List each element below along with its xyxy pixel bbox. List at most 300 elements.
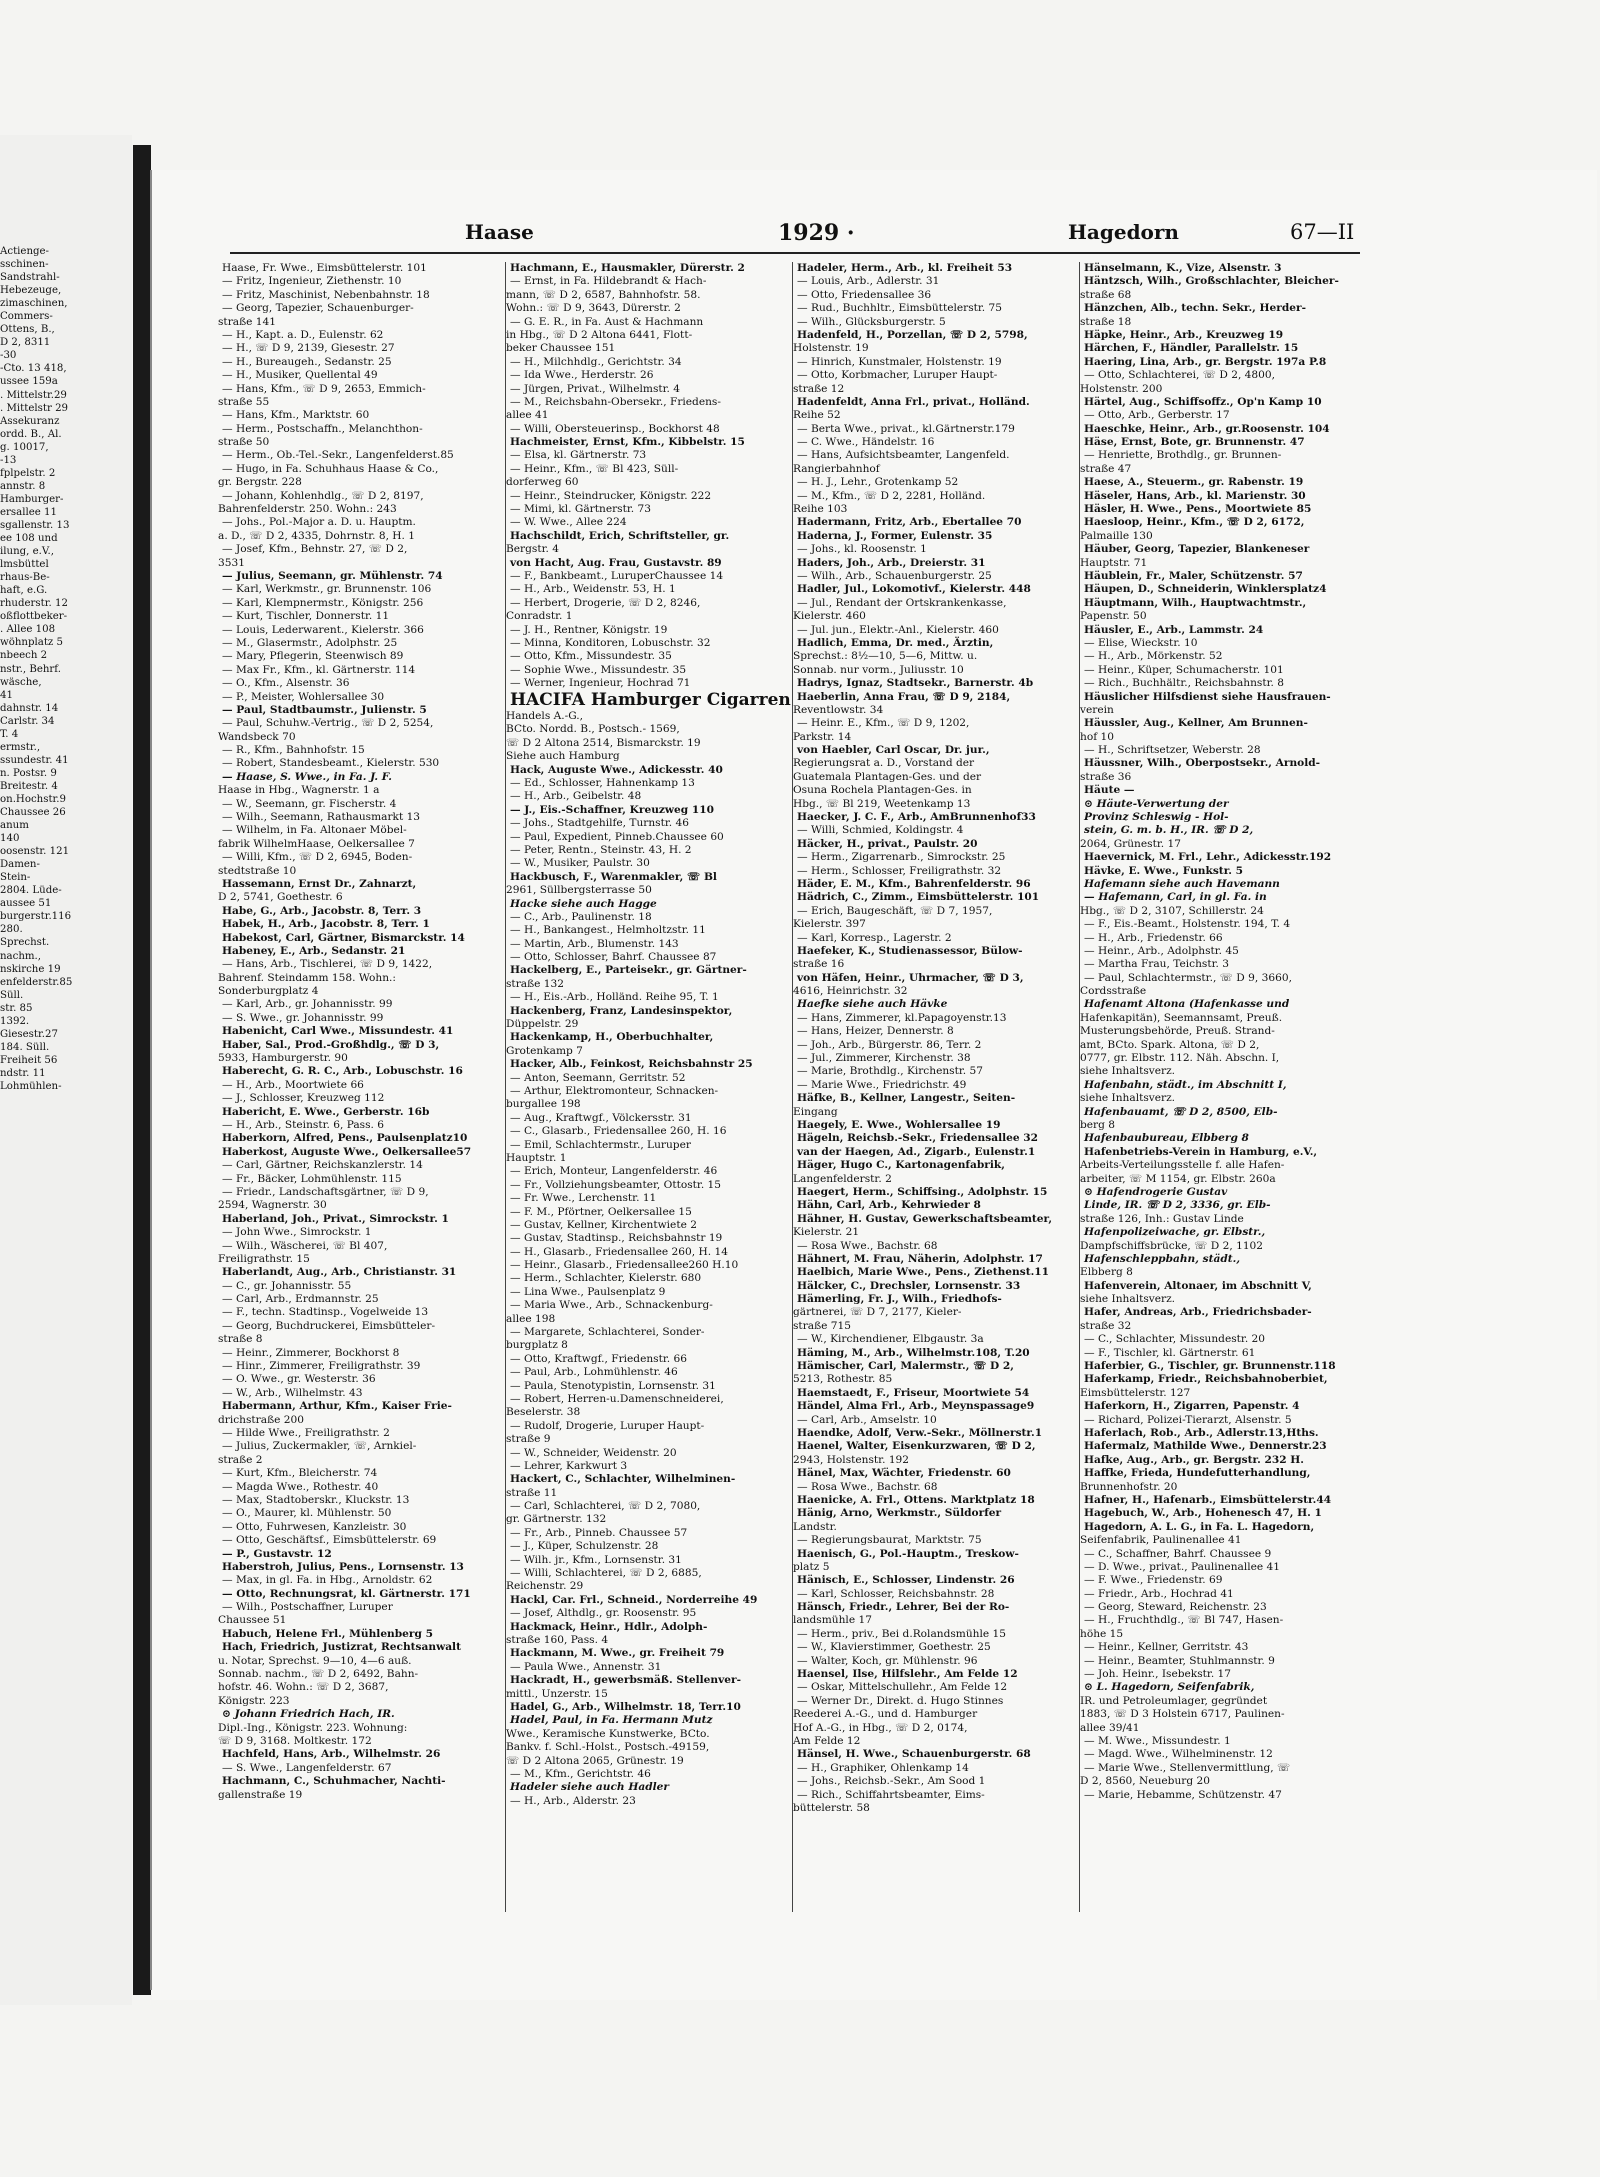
directory-entry: straße 32: [1080, 1319, 1132, 1332]
directory-entry: — Karl, Korresp., Lagerstr. 2: [797, 931, 952, 944]
page-number: 67—II: [1290, 220, 1355, 244]
left-page-fragment: nachm.,: [0, 950, 42, 962]
directory-entry: Hävke, E. Wwe., Funkstr. 5: [1084, 864, 1244, 877]
directory-entry: Häger, Hugo C., Kartonagenfabrik,: [797, 1159, 1005, 1172]
directory-entry: Häfke, B., Kellner, Langestr., Seiten-: [797, 1092, 1016, 1105]
directory-entry: — Lina Wwe., Paulsenplatz 9: [510, 1285, 666, 1298]
left-page-fragment: . Mittelstr.29: [0, 389, 67, 401]
directory-entry: — F. Wwe., Friedenstr. 69: [1084, 1574, 1223, 1587]
directory-entry: siehe Inhaltsverz.: [1080, 1293, 1176, 1306]
directory-entry: dorferweg 60: [506, 476, 579, 489]
left-page-fragment: Süll.: [0, 989, 24, 1001]
header-right-keyword: Hagedorn: [1068, 220, 1179, 244]
directory-entry: 1883, ☏ D 3 Holstein 6717, Paulinen-: [1080, 1708, 1285, 1721]
directory-entry: Hacke siehe auch Hagge: [510, 897, 657, 910]
left-page-fragment: T. 4: [0, 728, 19, 740]
directory-entry: platz 5: [793, 1560, 830, 1573]
left-page-fragment: fplpelstr. 2: [0, 467, 56, 479]
directory-entry: — Fritz, Maschinist, Nebenbahnstr. 18: [222, 288, 430, 301]
directory-entry: Bahrenf. Steindamm 158. Wohn.:: [218, 971, 396, 984]
left-page-fragment: . Allee 108: [0, 624, 56, 636]
directory-entry: Eimsbüttelerstr. 127: [1080, 1386, 1191, 1399]
directory-column-1: [218, 262, 502, 1802]
directory-entry: Hädrich, C., Zimm., Eimsbüttelerstr. 101: [797, 891, 1040, 904]
directory-entry: höhe 15: [1080, 1627, 1124, 1640]
directory-entry: Händel, Alma Frl., Arb., Meynspassage9: [797, 1400, 1035, 1413]
directory-entry: Hacker, Alb., Feinkost, Reichsbahnstr 25: [510, 1058, 753, 1071]
directory-entry: Häse, Ernst, Bote, gr. Brunnenstr. 47: [1084, 436, 1305, 449]
directory-entry: — Rich., Schiffahrtsbeamter, Eims-: [797, 1788, 985, 1801]
directory-entry: — J., Eis.-Schaffner, Kreuzweg 110: [510, 803, 714, 816]
directory-entry: Dipl.-Ing., Königstr. 223. Wohnung:: [218, 1721, 408, 1734]
directory-entry: — Gustav, Kellner, Kirchentwiete 2: [510, 1218, 697, 1231]
directory-entry: — Ernst, in Fa. Hildebrandt & Hach-: [510, 275, 707, 288]
directory-entry: Hachmann, C., Schuhmacher, Nachti-: [222, 1775, 446, 1788]
directory-entry: — Rosa Wwe., Bachstr. 68: [797, 1480, 938, 1493]
directory-entry: van der Haegen, Ad., Zigarb., Eulenstr.1: [797, 1145, 1036, 1158]
directory-entry: Hafenverein, Altonaer, im Abschnitt V,: [1084, 1279, 1312, 1292]
directory-entry: — Willi, Obersteuerinsp., Bockhorst 48: [510, 422, 720, 435]
directory-entry: — Paul, Schlachtermstr., ☏ D 9, 3660,: [1084, 971, 1292, 984]
directory-entry: Habermann, Arthur, Kfm., Kaiser Frie-: [222, 1400, 452, 1413]
directory-entry: — Heinr., Kellner, Gerritstr. 43: [1084, 1641, 1249, 1654]
directory-entry: Haeschke, Heinr., Arb., gr.Roosenstr. 104: [1084, 422, 1330, 435]
directory-entry: — Heinr., Arb., Adolphstr. 45: [1084, 944, 1239, 957]
directory-entry: Hänsch, Friedr., Lehrer, Bei der Ro-: [797, 1601, 1010, 1614]
left-page-fragment: ordd. B., Al.: [0, 428, 62, 440]
directory-entry: Hackbusch, F., Warenmakler, ☏ Bl: [510, 870, 717, 883]
directory-entry: straße 715: [793, 1319, 852, 1332]
directory-entry: 4616, Heinrichstr. 32: [793, 985, 908, 998]
directory-entry: 5933, Hamburgerstr. 90: [218, 1052, 348, 1065]
left-page-fragment: g. 10017,: [0, 441, 49, 453]
directory-entry: — C., Schlachter, Missundestr. 20: [1084, 1333, 1266, 1346]
left-page-fragment: 2804. Lüde-: [0, 885, 62, 897]
left-page-fragment: Hebezeuge,: [0, 285, 62, 297]
directory-entry: — H., Musiker, Quellental 49: [222, 369, 378, 382]
directory-entry: straße 160, Pass. 4: [506, 1634, 609, 1646]
left-page-fragment: 140: [0, 833, 20, 845]
directory-entry: — Elsa, kl. Gärtnerstr. 73: [510, 449, 647, 462]
directory-entry: — Herbert, Drogerie, ☏ D 2, 8246,: [510, 596, 701, 609]
directory-entry: — Robert, Standesbeamt., Kielerstr. 530: [222, 757, 440, 770]
directory-entry: — Robert, Herren-u.Damenschneiderei,: [510, 1392, 724, 1405]
directory-entry: Hafenkapitän), Seemannsamt, Preuß.: [1080, 1011, 1283, 1024]
directory-entry: — Kurt, Tischler, Donnerstr. 11: [222, 610, 390, 623]
directory-entry: Hach, Friedrich, Justizrat, Rechtsanwalt: [222, 1641, 461, 1654]
directory-entry: Härtel, Aug., Schiffsoffz., Op'n Kamp 10: [1084, 395, 1322, 408]
directory-entry: Hassemann, Ernst Dr., Zahnarzt,: [222, 877, 417, 890]
directory-entry: — Louis, Arb., Adlerstr. 31: [797, 275, 940, 288]
left-page-fragment: Assekuranz: [0, 415, 60, 427]
directory-entry: — Paul, Stadtbaumstr., Julienstr. 5: [222, 703, 427, 716]
left-page-fragment: Sandstrahl-: [0, 272, 60, 284]
directory-entry: — Paula, Stenotypistin, Lornsenstr. 31: [510, 1379, 716, 1392]
directory-entry: — Aug., Kraftwgf., Völckersstr. 31: [510, 1111, 692, 1124]
directory-entry: — Richard, Polizei-Tierarzt, Alsenstr. 5: [1084, 1413, 1292, 1426]
directory-entry: — W., Klavierstimmer, Goethestr. 25: [797, 1641, 991, 1654]
left-page-fragment: ilung, e.V.,: [0, 546, 54, 558]
directory-entry: Haberlandt, Aug., Arb., Christianstr. 31: [222, 1266, 457, 1279]
directory-entry: — O., Maurer, kl. Mühlenstr. 50: [222, 1507, 392, 1520]
directory-entry: burgplatz 8: [506, 1339, 568, 1352]
left-page-fragment: Stein-: [0, 872, 31, 884]
directory-entry: Hadrys, Ignaz, Stadtsekr., Barnerstr. 4b: [797, 677, 1034, 690]
directory-entry: Haensel, Ilse, Hilfslehr., Am Felde 12: [797, 1668, 1018, 1681]
directory-entry: a. D., ☏ D 2, 4335, Dohrnstr. 8, H. 1: [218, 529, 416, 542]
left-page-fragment: Freiheit 56: [0, 1054, 58, 1066]
page-header: [0, 220, 1600, 250]
directory-entry: — Otto, Geschäftsf., Eimsbüttelerstr. 69: [222, 1534, 437, 1547]
left-page-fragment: D 2, 8311: [0, 337, 51, 349]
directory-entry: — Willi, Kfm., ☏ D 2, 6945, Boden-: [222, 851, 413, 864]
directory-entry: — Elise, Wieckstr. 10: [1084, 636, 1198, 649]
directory-entry: D 2, 8560, Neueburg 20: [1080, 1775, 1210, 1788]
header-left-keyword: Haase: [465, 220, 534, 244]
directory-entry: — H., Arb., Moortwiete 66: [222, 1078, 364, 1091]
directory-entry: — H., Arb., Geibelstr. 48: [510, 790, 642, 803]
directory-entry: Reichenstr. 29: [506, 1580, 584, 1593]
directory-entry: — C., Schaffner, Bahrf. Chaussee 9: [1084, 1547, 1272, 1560]
directory-entry: — Wilh., Postschaffner, Luruper: [222, 1601, 393, 1614]
directory-entry: — Hilde Wwe., Freiligrathstr. 2: [222, 1426, 390, 1439]
directory-entry: — Otto, Rechnungsrat, kl. Gärtnerstr. 171: [222, 1587, 471, 1600]
left-page-fragment: ussee 159a: [0, 376, 58, 388]
directory-entry: — Julius, Seemann, gr. Mühlenstr. 74: [222, 569, 443, 582]
left-page-fragment: Damen-: [0, 859, 40, 871]
directory-entry: — Marie Wwe., Stellenvermittlung, ☏: [1084, 1761, 1291, 1774]
directory-entry: von Haebler, Carl Oscar, Dr. jur.,: [797, 744, 990, 757]
directory-entry: — Joh., Arb., Bürgerstr. 86, Terr. 2: [797, 1038, 982, 1051]
directory-entry: Häupen, D., Schneiderin, Winklersplatz4: [1084, 583, 1327, 596]
left-page-fragment: burgerstr.116: [0, 911, 72, 923]
directory-entry: Häuptmann, Wilh., Hauptwachtmstr.,: [1084, 596, 1307, 609]
directory-entry: Hadenfeld, H., Porzellan, ☏ D 2, 5798,: [797, 328, 1028, 341]
directory-entry: — M., Glasermstr., Adolphstr. 25: [222, 636, 398, 649]
directory-entry: Häpke, Heinr., Arb., Kreuzweg 19: [1084, 328, 1284, 341]
directory-entry: — Johann, Kohlenhdlg., ☏ D 2, 8197,: [222, 489, 424, 502]
directory-entry: Elbberg 8: [1080, 1266, 1133, 1279]
directory-entry: — Peter, Rentn., Steinstr. 43, H. 2: [510, 843, 692, 856]
directory-entry: — H., Bureaugeh., Sedanstr. 25: [222, 355, 392, 368]
directory-entry: 2943, Holstenstr. 192: [793, 1453, 910, 1466]
directory-entry: — Jul., Zimmerer, Kirchenstr. 38: [797, 1052, 971, 1065]
directory-entry: — Otto, Arb., Gerberstr. 17: [1084, 409, 1230, 422]
directory-entry: — Erich, Baugeschäft, ☏ D 7, 1957,: [797, 904, 993, 917]
left-page-fragment: Giesestr.27: [0, 1028, 58, 1040]
directory-entry: Häussler, Aug., Kellner, Am Brunnen-: [1084, 717, 1308, 730]
directory-entry: — Rosa Wwe., Bachstr. 68: [797, 1239, 938, 1252]
directory-entry: — Johs., kl. Roosenstr. 1: [797, 543, 927, 556]
directory-entry: Hägeln, Reichsb.-Sekr., Friedensallee 32: [797, 1132, 1039, 1145]
directory-entry: — Hinrich, Kunstmaler, Holstenstr. 19: [797, 355, 1002, 368]
left-page-fragment: Hamburger-: [0, 493, 64, 505]
directory-entry: — H., Arb., Weidenstr. 53, H. 1: [510, 583, 676, 596]
left-page-margin: [0, 135, 132, 2005]
directory-entry: — H., Bankangest., Helmholtzstr. 11: [510, 924, 706, 937]
directory-entry: Haferlach, Rob., Arb., Adlerstr.13,Hths.: [1084, 1426, 1319, 1439]
directory-entry: — Rud., Buchhltr., Eimsbüttelerstr. 75: [797, 302, 1002, 315]
directory-entry: Haese, A., Steuerm., gr. Rabenstr. 19: [1084, 476, 1304, 489]
directory-entry: Hänel, Max, Wächter, Friedenstr. 60: [797, 1467, 1011, 1480]
directory-entry: Haderna, J., Former, Eulenstr. 35: [797, 529, 993, 542]
directory-entry: — Ed., Schlosser, Hahnenkamp 13: [510, 777, 695, 789]
directory-entry: straße 68: [1080, 288, 1132, 301]
directory-entry: gr. Bergstr. 228: [218, 476, 302, 489]
directory-entry: Häussner, Wilh., Oberpostsekr., Arnold-: [1084, 757, 1321, 770]
directory-entry: Haber, Sal., Prod.-Großhdlg., ☏ D 3,: [222, 1038, 440, 1051]
directory-entry: verein: [1080, 703, 1114, 716]
directory-entry: — Georg, Steward, Reichenstr. 23: [1084, 1601, 1267, 1614]
directory-entry: — Jul. jun., Elektr.-Anl., Kielerstr. 460: [797, 623, 999, 636]
directory-entry: — P., Meister, Wohlersallee 30: [222, 690, 385, 703]
directory-entry: Handels A.-G.,: [506, 710, 584, 723]
directory-entry: Freiligrathstr. 15: [218, 1252, 310, 1265]
header-rule: [230, 252, 1360, 254]
directory-entry: Habek, H., Arb., Jacobstr. 8, Terr. 1: [222, 918, 430, 931]
directory-entry: Chaussee 51: [218, 1614, 287, 1627]
left-page-fragment: Ottens, B.,: [0, 324, 55, 336]
directory-entry: Papenstr. 50: [1080, 610, 1147, 623]
directory-entry: Am Felde 12: [793, 1734, 861, 1747]
directory-entry: Häuber, Georg, Tapezier, Blankeneser: [1084, 543, 1310, 556]
directory-entry: — Otto, Schlosser, Bahrf. Chaussee 87: [510, 951, 717, 964]
directory-entry: landsmühle 17: [793, 1614, 872, 1627]
directory-entry: Haegert, Herm., Schiffsing., Adolphstr. 15: [797, 1185, 1048, 1198]
directory-entry: — Herm., Schlosser, Freiligrathstr. 32: [797, 864, 1002, 877]
directory-entry: straße 2: [218, 1453, 263, 1466]
directory-entry: Häuslicher Hilfsdienst siehe Hausfrauen-: [1084, 690, 1331, 703]
directory-entry: Hänzchen, Alb., techn. Sekr., Herder-: [1084, 302, 1307, 315]
directory-entry: Dampfschiffsbrücke, ☏ D 2, 1102: [1080, 1239, 1264, 1252]
directory-entry: Bergstr. 4: [506, 543, 559, 556]
directory-entry: — H., Arb., Friedenstr. 66: [1084, 931, 1223, 944]
directory-entry: Hauptstr. 71: [1080, 556, 1148, 569]
directory-entry: — C., Glasarb., Friedensallee 260, H. 16: [510, 1125, 727, 1138]
directory-entry: ☏ D 2 Altona 2065, Grünestr. 19: [506, 1754, 684, 1767]
directory-entry: Haberecht, G. R. C., Arb., Lobuschstr. 16: [222, 1065, 463, 1078]
left-page-fragment: ermstr.,: [0, 741, 41, 753]
directory-entry: Hadeler, Herm., Arb., kl. Freiheit 53: [797, 262, 1013, 274]
directory-entry: — W., Musiker, Paulstr. 30: [510, 857, 650, 870]
directory-entry: — Max, Stadtoberskr., Kluckstr. 13: [222, 1493, 410, 1506]
directory-entry: Habekost, Carl, Gärtner, Bismarckstr. 14: [222, 931, 465, 944]
directory-column-2: [506, 262, 791, 1808]
directory-entry: Hack, Auguste Wwe., Adickesstr. 40: [510, 763, 723, 776]
left-page-fragment: rhuderstr. 12: [0, 598, 68, 610]
directory-entry: Seifenfabrik, Paulinenallee 41: [1080, 1534, 1242, 1547]
directory-entry: ⊙ L. Hagedorn, Seifenfabrik,: [1084, 1681, 1255, 1694]
directory-entry: Eingang: [793, 1105, 838, 1118]
directory-entry: Sonnab. nur vorm., Juliusstr. 10: [793, 663, 964, 676]
directory-entry: Linde, IR. ☏ D 2, 3336, gr. Elb-: [1084, 1199, 1271, 1212]
directory-entry: Hähn, Carl, Arb., Kehrwieder 8: [797, 1199, 981, 1212]
directory-entry: gärtnerei, ☏ D 7, 2177, Kieler-: [793, 1306, 962, 1319]
directory-entry: — H., Arb., Alderstr. 23: [510, 1794, 636, 1807]
directory-entry: Hackert, C., Schlachter, Wilhelminen-: [510, 1473, 736, 1486]
directory-entry: mann, ☏ D 2, 6587, Bahnhofstr. 58.: [506, 288, 701, 301]
directory-entry: — Wilh. jr., Kfm., Lornsenstr. 31: [510, 1553, 682, 1566]
directory-entry: hofstr. 46. Wohn.: ☏ D 2, 3687,: [218, 1681, 389, 1694]
directory-entry: — Willi, Schmied, Koldingstr. 4: [797, 824, 964, 837]
directory-entry: — Hinr., Zimmerer, Freiligrathstr. 39: [222, 1360, 421, 1373]
directory-entry: beker Chaussee 151: [506, 342, 616, 355]
directory-entry: Habericht, E. Wwe., Gerberstr. 16b: [222, 1105, 430, 1118]
directory-entry: Provinz Schleswig - Hol-: [1084, 811, 1229, 824]
directory-entry: straße 12: [793, 382, 845, 395]
directory-entry: straße 18: [1080, 315, 1132, 328]
directory-entry: Guatemala Plantagen-Ges. und der: [793, 770, 982, 783]
directory-entry: Hänig, Arno, Werkmstr., Süldorfer: [797, 1507, 1002, 1520]
directory-entry: — Hans, Arb., Tischlerei, ☏ D 9, 1422,: [222, 958, 433, 971]
directory-entry: — Kurt, Kfm., Bleicherstr. 74: [222, 1467, 378, 1480]
directory-entry: — Heinr. E., Kfm., ☏ D 9, 1202,: [797, 717, 970, 730]
directory-entry: Hbg., ☏ Bl 219, Weetenkamp 13: [793, 797, 971, 810]
header-year: 1929 ·: [778, 220, 855, 246]
directory-entry: Hänsel, H. Wwe., Schauenburgerstr. 68: [797, 1748, 1031, 1761]
directory-entry: Wohn.: ☏ D 9, 3643, Dürerstr. 2: [506, 302, 681, 315]
directory-entry: siehe Inhaltsverz.: [1080, 1065, 1176, 1078]
directory-entry: Haecker, J. C. F., Arb., AmBrunnenhof33: [797, 811, 1036, 824]
directory-entry: — M., Reichsbahn-Obersekr., Friedens-: [510, 395, 721, 408]
directory-entry: — Fritz, Ingenieur, Ziethenstr. 10: [222, 275, 402, 288]
directory-entry: — Rudolf, Drogerie, Luruper Haupt-: [510, 1419, 705, 1432]
directory-entry: — Oskar, Mittelschullehr., Am Felde 12: [797, 1681, 1008, 1694]
left-page-fragment: -13: [0, 454, 17, 466]
directory-entry: — Minna, Konditoren, Lobuschstr. 32: [510, 636, 711, 649]
directory-entry: — Karl, Schlosser, Reichsbahnstr. 28: [797, 1587, 995, 1600]
directory-entry: amt, BCto. Spark. Altona, ☏ D 2,: [1080, 1038, 1260, 1051]
left-page-fragment: on.Hochstr.9: [0, 793, 67, 805]
directory-entry: — Carl, Arb., Erdmannstr. 25: [222, 1293, 379, 1306]
directory-entry: Haenel, Walter, Eisenkurzwaren, ☏ D 2,: [797, 1440, 1036, 1453]
directory-entry: — Mary, Pflegerin, Steenwisch 89: [222, 650, 404, 663]
directory-entry: — F., Tischler, kl. Gärtnerstr. 61: [1084, 1346, 1256, 1359]
column-divider: [1079, 262, 1080, 1912]
directory-entry: — F., Bankbeamt., LuruperChaussee 14: [510, 569, 724, 582]
directory-entry: — Johs., Pol.-Major a. D. u. Hauptm.: [222, 516, 416, 529]
directory-entry: von Hacht, Aug. Frau, Gustavstr. 89: [510, 556, 722, 569]
directory-entry: Sprechst.: 8½—10, 5—6, Mittw. u.: [793, 650, 978, 663]
directory-entry: Hadlich, Emma, Dr. med., Ärztin,: [797, 636, 994, 649]
directory-entry: — C., Arb., Paulinenstr. 18: [510, 910, 652, 923]
directory-entry: — H., Graphiker, Ohlenkamp 14: [797, 1761, 969, 1774]
directory-entry: Haenisch, G., Pol.-Hauptm., Treskow-: [797, 1547, 1019, 1560]
directory-entry: allee 41: [506, 409, 549, 422]
directory-entry: — Werner, Ingenieur, Hochrad 71: [510, 677, 691, 690]
directory-entry: — Marie, Brothdlg., Kirchenstr. 57: [797, 1065, 983, 1078]
directory-entry: berg 8: [1080, 1119, 1116, 1131]
directory-entry: IR. und Petroleumlager, gegründet: [1080, 1694, 1268, 1707]
directory-entry: — P., Gustavstr. 12: [222, 1547, 332, 1560]
directory-entry: — R., Kfm., Bahnhofstr. 15: [222, 744, 365, 757]
directory-entry: — W., Seemann, gr. Fischerstr. 4: [222, 797, 397, 810]
directory-entry: — Erich, Monteur, Langenfelderstr. 46: [510, 1165, 718, 1178]
directory-entry: — Hans, Kfm., ☏ D 9, 2653, Emmich-: [222, 382, 426, 395]
directory-entry: Hbg., ☏ D 2, 3107, Schillerstr. 24: [1080, 904, 1264, 917]
directory-entry: Hackenkamp, H., Oberbuchhalter,: [510, 1031, 714, 1044]
directory-entry: straße 126, Inh.: Gustav Linde: [1080, 1212, 1244, 1225]
directory-entry: Häusler, E., Arb., Lammstr. 24: [1084, 623, 1264, 636]
directory-entry: ☏ D 2 Altona 2514, Bismarckstr. 19: [506, 736, 701, 749]
directory-entry: straße 11: [506, 1486, 558, 1499]
directory-entry: — Hafemann, Carl, in gl. Fa. in: [1084, 891, 1267, 904]
directory-column-4: [1080, 262, 1364, 1802]
left-page-fragment: oßflottbeker-: [0, 611, 68, 623]
directory-entry: Haendke, Adolf, Verw.-Sekr., Möllnerstr.1: [797, 1426, 1043, 1439]
directory-entry: — Otto, Kfm., Missundestr. 35: [510, 650, 672, 663]
directory-entry: Arbeits-Verteilungsstelle f. alle Hafen-: [1080, 1159, 1285, 1172]
directory-entry: Palmaille 130: [1080, 529, 1153, 542]
directory-entry: — Georg, Tapezier, Schauenburger-: [222, 302, 414, 315]
directory-entry: Hafenpolizeiwache, gr. Elbstr.,: [1084, 1226, 1266, 1239]
directory-entry: — H., Arb., Steinstr. 6, Pass. 6: [222, 1119, 385, 1131]
directory-entry: — H., Eis.-Arb., Holländ. Reihe 95, T. 1: [510, 991, 719, 1004]
directory-entry: siehe Inhaltsverz.: [1080, 1092, 1176, 1105]
directory-entry: Hälcker, C., Drechsler, Lornsenstr. 33: [797, 1279, 1021, 1292]
directory-entry: Sonderburgplatz 4: [218, 985, 319, 998]
directory-entry: — Fr., Vollziehungsbeamter, Ottostr. 15: [510, 1178, 722, 1191]
directory-entry: 3531: [218, 556, 245, 569]
directory-entry: Düppelstr. 29: [506, 1018, 579, 1031]
left-page-fragment: Chaussee 26: [0, 807, 66, 819]
directory-entry: — S. Wwe., Langenfelderstr. 67: [222, 1761, 392, 1774]
directory-entry: Hafner, H., Hafenarb., Eimsbüttelerstr.44: [1084, 1493, 1332, 1506]
directory-entry: — Lehrer, Karkwurt 3: [510, 1459, 628, 1472]
directory-entry: — W., Kirchendiener, Elbgaustr. 3a: [797, 1333, 984, 1346]
directory-entry: — Anton, Seemann, Gerritstr. 52: [510, 1071, 686, 1084]
directory-entry: straße 55: [218, 395, 270, 408]
directory-entry: Hauptstr. 1: [506, 1151, 567, 1164]
directory-entry: Hackenberg, Franz, Landesinspektor,: [510, 1004, 733, 1017]
directory-entry: Haenicke, A. Frl., Ottens. Marktplatz 18: [797, 1493, 1035, 1506]
directory-entry: — Josef, Kfm., Behnstr. 27, ☏ D 2,: [222, 543, 408, 556]
directory-entry: Bankv. f. Schl.-Holst., Postsch.-49159,: [506, 1741, 710, 1754]
directory-entry: — Paul, Schuhw.-Vertrig., ☏ D 2, 5254,: [222, 717, 434, 730]
directory-entry: — Herm., Ob.-Tel.-Sekr., Langenfelderst.85: [222, 449, 454, 462]
directory-entry: Haevernick, M. Frl., Lehr., Adickesstr.192: [1084, 851, 1332, 864]
directory-entry: — Heinr., Küper, Schumacherstr. 101: [1084, 663, 1284, 676]
directory-entry: Hof A.-G., in Hbg., ☏ D 2, 0174,: [793, 1721, 968, 1734]
directory-entry: Brunnenhofstr. 20: [1080, 1480, 1178, 1493]
directory-entry: Hähner, H. Gustav, Gewerkschaftsbeamter,: [797, 1212, 1053, 1225]
directory-entry: Conradstr. 1: [506, 610, 573, 623]
directory-entry: — Paul, Arb., Lohmühlenstr. 46: [510, 1366, 678, 1379]
directory-entry: Langenfelderstr. 2: [793, 1172, 892, 1185]
directory-entry: Hafenbauamt, ☏ D 2, 8500, Elb-: [1084, 1105, 1278, 1118]
directory-entry: ⊙ Häute-Verwertung der: [1084, 797, 1229, 810]
directory-entry: 0777, gr. Elbstr. 112. Näh. Abschn. I,: [1080, 1052, 1280, 1065]
left-page-fragment: 280.: [0, 924, 23, 936]
directory-entry: Hadler, Jul., Lokomotivf., Kielerstr. 448: [797, 583, 1031, 596]
directory-entry: gallenstraße 19: [218, 1788, 303, 1801]
directory-entry: — H., Milchhdlg., Gerichtstr. 34: [510, 355, 682, 368]
directory-entry: Hachmeister, Ernst, Kfm., Kibbelstr. 15: [510, 436, 745, 449]
directory-entry: Sonnab. nachm., ☏ D 2, 6492, Bahn-: [218, 1668, 419, 1681]
directory-entry: — Otto, Fuhrwesen, Kanzleistr. 30: [222, 1520, 407, 1533]
directory-entry: Parkstr. 14: [793, 730, 852, 743]
directory-entry: Hämerling, Fr. J., Wilh., Friedhofs-: [797, 1293, 1002, 1306]
directory-entry: Hafer, Andreas, Arb., Friedrichsbader-: [1084, 1306, 1312, 1319]
left-page-fragment: anum: [0, 820, 29, 832]
directory-entry: — Georg, Buchdruckerei, Eimsbütteler-: [222, 1319, 436, 1332]
directory-entry: — Wilh., Wäscherei, ☏ Bl 407,: [222, 1239, 388, 1252]
directory-entry: Holstenstr. 200: [1080, 382, 1163, 395]
left-page-fragment: Carlstr. 34: [0, 715, 55, 727]
directory-entry: — Herm., priv., Bei d.Rolandsmühle 15: [797, 1627, 1006, 1640]
directory-entry: Habenicht, Carl Wwe., Missundestr. 41: [222, 1025, 454, 1038]
directory-entry: Haferkorn, H., Zigarren, Papenstr. 4: [1084, 1400, 1300, 1413]
